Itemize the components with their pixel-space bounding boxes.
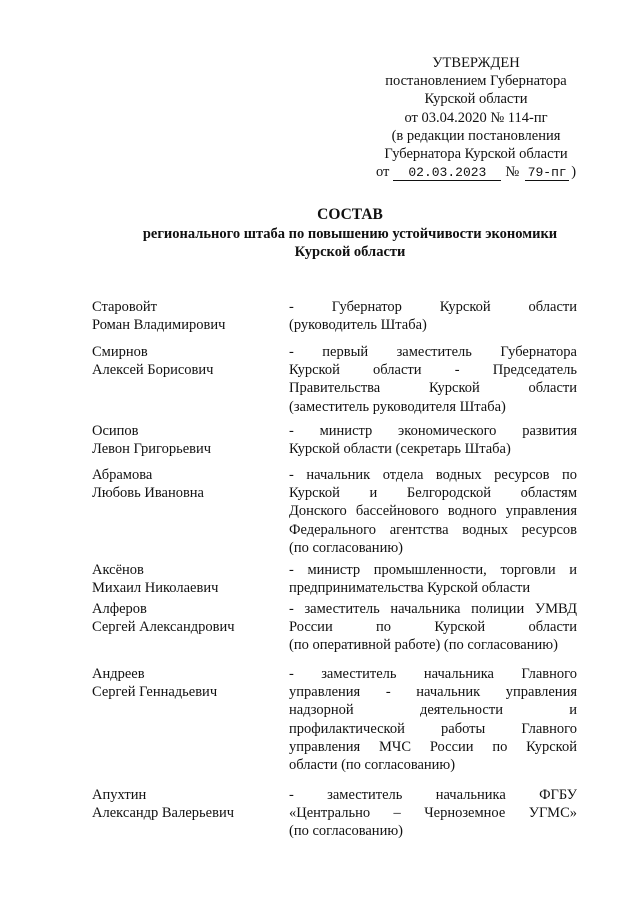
member-role (289, 298, 577, 334)
role-line: Курской области (секретарь Штаба) (289, 441, 511, 458)
role-line: Федерального агентства водных ресурсов (289, 521, 577, 538)
member-name (92, 786, 282, 822)
member-given-name: Сергей Геннадьевич (92, 684, 218, 701)
member-surname: Апухтин (92, 787, 147, 803)
role-line: «Центрально – Черноземное УГМС» (289, 805, 577, 822)
role-line: надзорной деятельности и (289, 702, 577, 719)
role-line: Курской и Белгородской областям (289, 485, 577, 502)
edition-prefix: от (375, 164, 390, 181)
member-name (92, 665, 282, 701)
role-line: - заместитель начальника ФГБУ (289, 787, 577, 803)
member-name (92, 466, 282, 502)
role-line: Донского бассейнового водного управления (289, 503, 577, 520)
approval-line: от 03.04.2020 № 114-пг (404, 109, 548, 126)
member-role (289, 561, 577, 597)
approval-title: УТВЕРЖДЕН (432, 55, 520, 71)
role-line: (заместитель руководителя Штаба) (289, 398, 506, 415)
title-heading: СОСТАВ (317, 206, 383, 223)
closing-paren: ) (571, 164, 577, 181)
member-surname: Андреев (92, 666, 145, 682)
edition-number: 79-пг (525, 166, 569, 181)
role-line: (по согласованию) (289, 823, 403, 840)
role-line: - заместитель начальника Главного (289, 666, 577, 682)
member-surname: Алферов (92, 601, 147, 617)
member-role (289, 665, 577, 774)
role-line: - Губернатор Курской области (289, 299, 577, 315)
member-given-name: Роман Владимирович (92, 317, 226, 334)
role-line: России по Курской области (289, 619, 577, 636)
title-line: Курской области (294, 244, 406, 260)
role-line: (по оперативной работе) (по согласованию) (289, 637, 558, 654)
member-role (289, 343, 577, 416)
member-surname: Осипов (92, 423, 139, 439)
approval-line: (в редакции постановления (391, 127, 561, 144)
approval-line: постановлением Губернатора (385, 73, 567, 90)
member-name (92, 298, 282, 334)
member-given-name: Александр Валерьевич (92, 805, 234, 822)
role-line: профилактической работы Главного (289, 720, 577, 737)
role-line: управления - начальник управления (289, 684, 577, 701)
number-sign: № (505, 164, 520, 181)
member-role (289, 786, 577, 841)
member-name (92, 600, 282, 636)
role-line: - министр промышленности, торговли и (289, 562, 577, 578)
member-given-name: Любовь Ивановна (92, 485, 204, 502)
member-given-name: Сергей Александрович (92, 619, 235, 636)
role-line: Правительства Курской области (289, 380, 577, 397)
approval-line: Губернатора Курской области (384, 146, 568, 163)
title-line: регионального штаба по повышению устойчивости экономики (142, 225, 558, 242)
member-surname: Смирнов (92, 344, 148, 360)
role-line: - первый заместитель Губернатора (289, 344, 577, 360)
member-surname: Абрамова (92, 467, 153, 483)
role-line: предпринимательства Курской области (289, 580, 531, 597)
role-line: - заместитель начальника полиции УМВД (289, 601, 577, 617)
approval-line: Курской области (424, 91, 528, 108)
role-line: (по согласованию) (289, 539, 403, 556)
role-line: - начальник отдела водных ресурсов по (289, 467, 577, 483)
member-name (92, 343, 282, 379)
member-given-name: Левон Григорьевич (92, 441, 212, 458)
member-name (92, 422, 282, 458)
role-line: - министр экономического развития (289, 423, 577, 439)
role-line: области (по согласованию) (289, 757, 456, 774)
member-role (289, 600, 577, 655)
member-surname: Старовойт (92, 299, 158, 315)
role-line: управления МЧС России по Курской (289, 738, 577, 755)
member-given-name: Михаил Николаевич (92, 580, 219, 597)
role-line: Курской области - Председатель (289, 362, 577, 379)
member-surname: Аксёнов (92, 562, 144, 578)
member-role (289, 422, 577, 458)
member-role (289, 466, 577, 557)
edition-date: 02.03.2023 (393, 166, 501, 181)
member-name (92, 561, 282, 597)
role-line: (руководитель Штаба) (289, 317, 427, 334)
member-given-name: Алексей Борисович (92, 362, 214, 379)
